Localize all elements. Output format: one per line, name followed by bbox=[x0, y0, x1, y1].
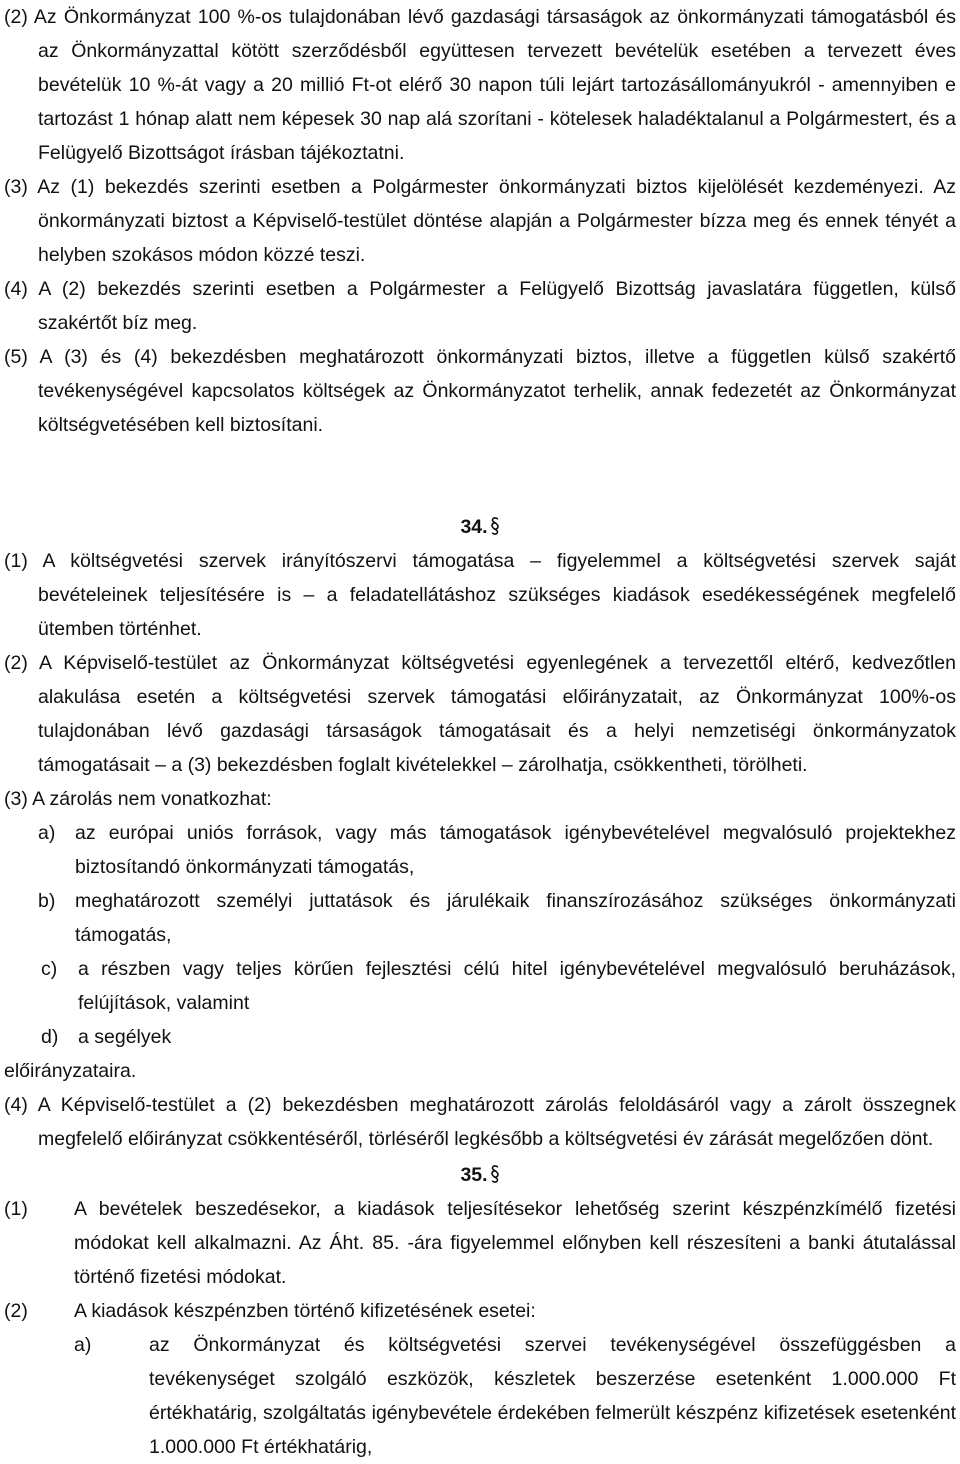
list-item bbox=[4, 884, 956, 952]
sub-list-item bbox=[74, 1328, 956, 1464]
paragraph-34-3-intro: (3) A zárolás nem vonatkozhat: bbox=[4, 788, 272, 810]
spacer bbox=[4, 442, 956, 510]
section-35-list bbox=[4, 1192, 956, 1464]
list-item-label: b) bbox=[38, 890, 56, 912]
list-item-text: a segélyek bbox=[78, 1026, 172, 1048]
section-sign-icon bbox=[490, 1163, 500, 1185]
list-item-label: d) bbox=[41, 1026, 59, 1048]
list-item bbox=[4, 1020, 956, 1054]
list-item bbox=[4, 1294, 956, 1328]
section-35-heading bbox=[4, 1158, 956, 1192]
paragraph-34-2: (2) A Képviselő-testület az Önkormányzat költségvetési egyenlegének a tervezettől eltérő, kedvezőtlen alakulása esetén a költségvetési szervek támogatási előirányzatait, az Önkormányzat 100%-os tulajdonában lévő gazdasági társaságok támogatásait és a helyi nemzetiségi önkormányzatok támogatásait – a (3) bekezdésben foglalt kivételekkel – zárolhatja, csökkentheti, törölheti. bbox=[4, 652, 956, 776]
list-item-text: A kiadások készpénzben történő kifizetésének esetei: bbox=[74, 1300, 536, 1322]
section-35-number: 35. bbox=[460, 1164, 488, 1186]
sub-list-item-label: a) bbox=[74, 1334, 92, 1356]
section-34-heading bbox=[4, 510, 956, 544]
list-item-text: a részben vagy teljes körűen fejlesztési célú hitel igénybevételével megvalósuló beruházások, felújítások, valamint bbox=[78, 958, 956, 1014]
list-item-label: (1) bbox=[4, 1198, 28, 1220]
paragraph-33-5: (5) A (3) és (4) bekezdésben meghatározott önkormányzati biztos, illetve a független külső szakértő tevékenységével kapcsolatos költségek az Önkormányzatot terhelik, annak fedezetét az Önkormányzat költségvetésében kell biztosítani. bbox=[4, 346, 956, 436]
list-item-label: a) bbox=[38, 822, 56, 844]
exceptions-list bbox=[4, 816, 956, 1054]
list-item bbox=[4, 1192, 956, 1294]
section-34-number: 34. bbox=[460, 516, 488, 538]
list-item-text: A bevételek beszedésekor, a kiadások teljesítésekor lehetőség szerint készpénzkímélő fizetési módokat kell alkalmazni. Az Áht. 85. -ára figyelemmel előnyben kell részesíteni a banki átutalással történő fizetési módokat. bbox=[74, 1198, 956, 1288]
paragraph-34-3-tail: előirányzataira. bbox=[4, 1060, 137, 1082]
list-item-label: (2) bbox=[4, 1300, 28, 1322]
section-sign-icon bbox=[490, 515, 500, 537]
paragraph-33-4: (4) A (2) bekezdés szerinti esetben a Polgármester a Felügyelő Bizottság javaslatára független, külső szakértőt bíz meg. bbox=[4, 278, 956, 334]
list-item-label: c) bbox=[41, 958, 58, 980]
list-item-text: meghatározott személyi juttatások és járulékaik finanszírozásához szükséges önkormányzati támogatás, bbox=[75, 890, 956, 946]
list-item bbox=[4, 816, 956, 884]
paragraph-33-3: (3) Az (1) bekezdés szerinti esetben a Polgármester önkormányzati biztos kijelölését kezdeményezi. Az önkormányzati biztost a Képviselő-testület döntése alapján a Polgármester bízza meg és ennek tényét a helyben szokásos módon közzé teszi. bbox=[4, 176, 956, 266]
list-item bbox=[4, 952, 956, 1020]
list-item-text: az európai uniós források, vagy más támogatások igénybevételével megvalósuló projektekhez biztosítandó önkormányzati támogatás, bbox=[75, 822, 956, 878]
paragraph-34-1: (1) A költségvetési szervek irányítószervi támogatása – figyelemmel a költségvetési szervek saját bevételeinek teljesítésére is – a feladatellátáshoz szükséges kiadások esedékességének megfelelő ütemben történhet. bbox=[4, 550, 956, 640]
sub-list-item-text: az Önkormányzat és költségvetési szervei tevékenységével összefüggésben a tevékenységet szolgáló eszközök, készletek beszerzése esetenként 1.000.000 Ft értékhatárig, szolgáltatás igénybevétele érdekében felmerült készpénz kifizetések esetenként 1.000.000 Ft értékhatárig, bbox=[149, 1334, 956, 1458]
paragraph-34-4: (4) A Képviselő-testület a (2) bekezdésben meghatározott zárolás feloldásáról vagy a zárolt összegnek megfelelő előirányzat csökkentéséről, törléséről legkésőbb a költségvetési év zárását megelőzően dönt. bbox=[4, 1094, 956, 1150]
paragraph-33-2: (2) Az Önkormányzat 100 %-os tulajdonában lévő gazdasági társaságok az önkormányzati támogatásból és az Önkormányzattal kötött szerződésből együttesen tervezett bevételük esetében a tervezett éves bevételük 10 %-át vagy a 20 millió Ft-ot elérő 30 napon túli lejárt tartozásállományukról - amennyiben e tartozást 1 hónap alatt nem képesek 30 nap alá szorítani - kötelesek haladéktalanul a Polgármestert, és a Felügyelő Bizottságot írásban tájékoztatni. bbox=[4, 6, 956, 164]
